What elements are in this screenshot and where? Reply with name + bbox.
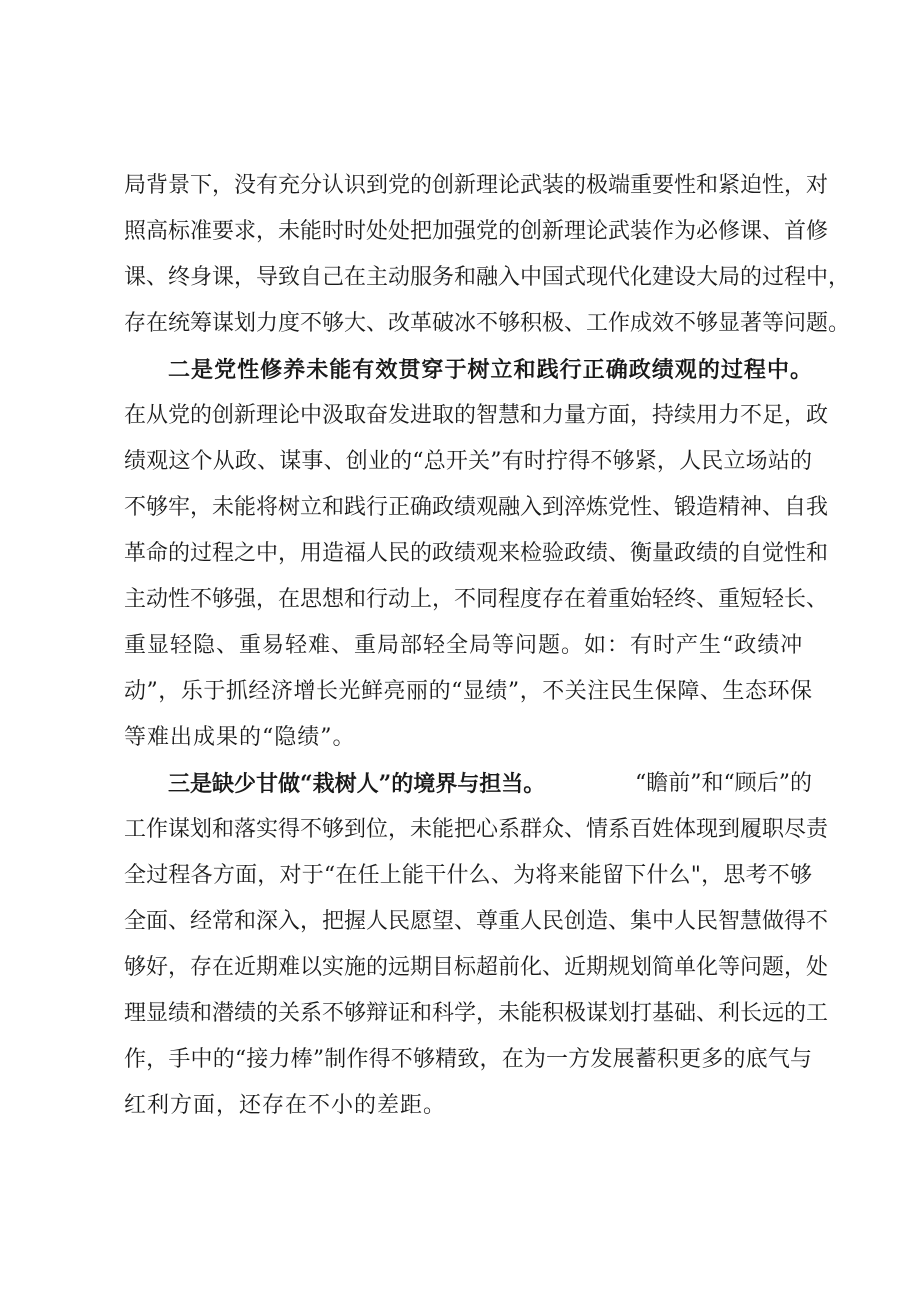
paragraph-1-line-2: 照高标准要求，未能时时处处把加强党的创新理论武装作为必修课、首修 (124, 219, 829, 244)
paragraph-2-line-3: 不够牢，未能将树立和践行正确政绩观融入到淬炼党性、锻造精神、自我 (124, 495, 829, 520)
paragraph-2-heading: 二是党性修养未能有效贯穿于树立和践行正确政绩观的过程中。 (168, 357, 812, 383)
paragraph-3-heading-tail: “瞻前”和“顾后”的 (635, 771, 812, 796)
paragraph-1-line-4: 存在统筹谋划力度不够大、改革破冰不够积极、工作成效不够显著等问题。 (124, 311, 851, 336)
paragraph-2-line-6: 重显轻隐、重易轻难、重局部轻全局等问题。如：有时产生“政绩冲 (124, 633, 804, 658)
paragraph-1-line-1: 局背景下，没有充分认识到党的创新理论武装的极端重要性和紧迫性，对 (124, 173, 829, 198)
paragraph-3-line-6: 作，手中的“接力棒”制作得不够精致，在为一方发展蓄积更多的底气与 (124, 1047, 812, 1072)
paragraph-3-line-2: 全过程各方面，对于“在任上能干什么、为将来能留下什么"，思考不够 (124, 863, 812, 888)
paragraph-2-line-8: 等难出成果的“隐绩”。 (124, 725, 356, 750)
paragraph-1-line-3: 课、终身课，导致自己在主动服务和融入中国式现代化建设大局的过程中， (124, 265, 851, 290)
paragraph-2-line-1: 在从党的创新理论中汲取奋发进取的智慧和力量方面，持续用力不足，政 (124, 403, 829, 428)
paragraph-2-line-5: 主动性不够强，在思想和行动上，不同程度存在着重始轻终、重短轻长、 (124, 587, 829, 612)
paragraph-3-heading-line (168, 764, 812, 804)
paragraph-2-line-7: 动”，乐于抓经济增长光鲜亮丽的“显绩”，不关注民生保障、生态环保 (124, 679, 812, 704)
paragraph-3-line-7: 红利方面，还存在不小的差距。 (124, 1093, 447, 1118)
paragraph-3-line-1: 工作谋划和落实得不够到位，未能把心系群众、情系百姓体现到履职尽责 (124, 817, 829, 842)
paragraph-2-line-2: 绩观这个从政、谋事、创业的“总开关”有时拧得不够紧，人民立场站的 (124, 449, 812, 474)
paragraph-2-line-4: 革命的过程之中，用造福人民的政绩观来检验政绩、衡量政绩的自觉性和 (124, 541, 829, 566)
paragraph-3-heading: 三是缺少甘做“栽树人”的境界与担当。 (168, 771, 546, 797)
paragraph-3-line-3: 全面、经常和深入，把握人民愿望、尊重人民创造、集中人民智慧做得不 (124, 909, 829, 934)
paragraph-3-line-4: 够好，存在近期难以实施的远期目标超前化、近期规划简单化等问题，处 (124, 955, 829, 980)
paragraph-3-line-5: 理显绩和潜绩的关系不够辩证和科学，未能积极谋划打基础、利长远的工 (124, 1001, 829, 1026)
